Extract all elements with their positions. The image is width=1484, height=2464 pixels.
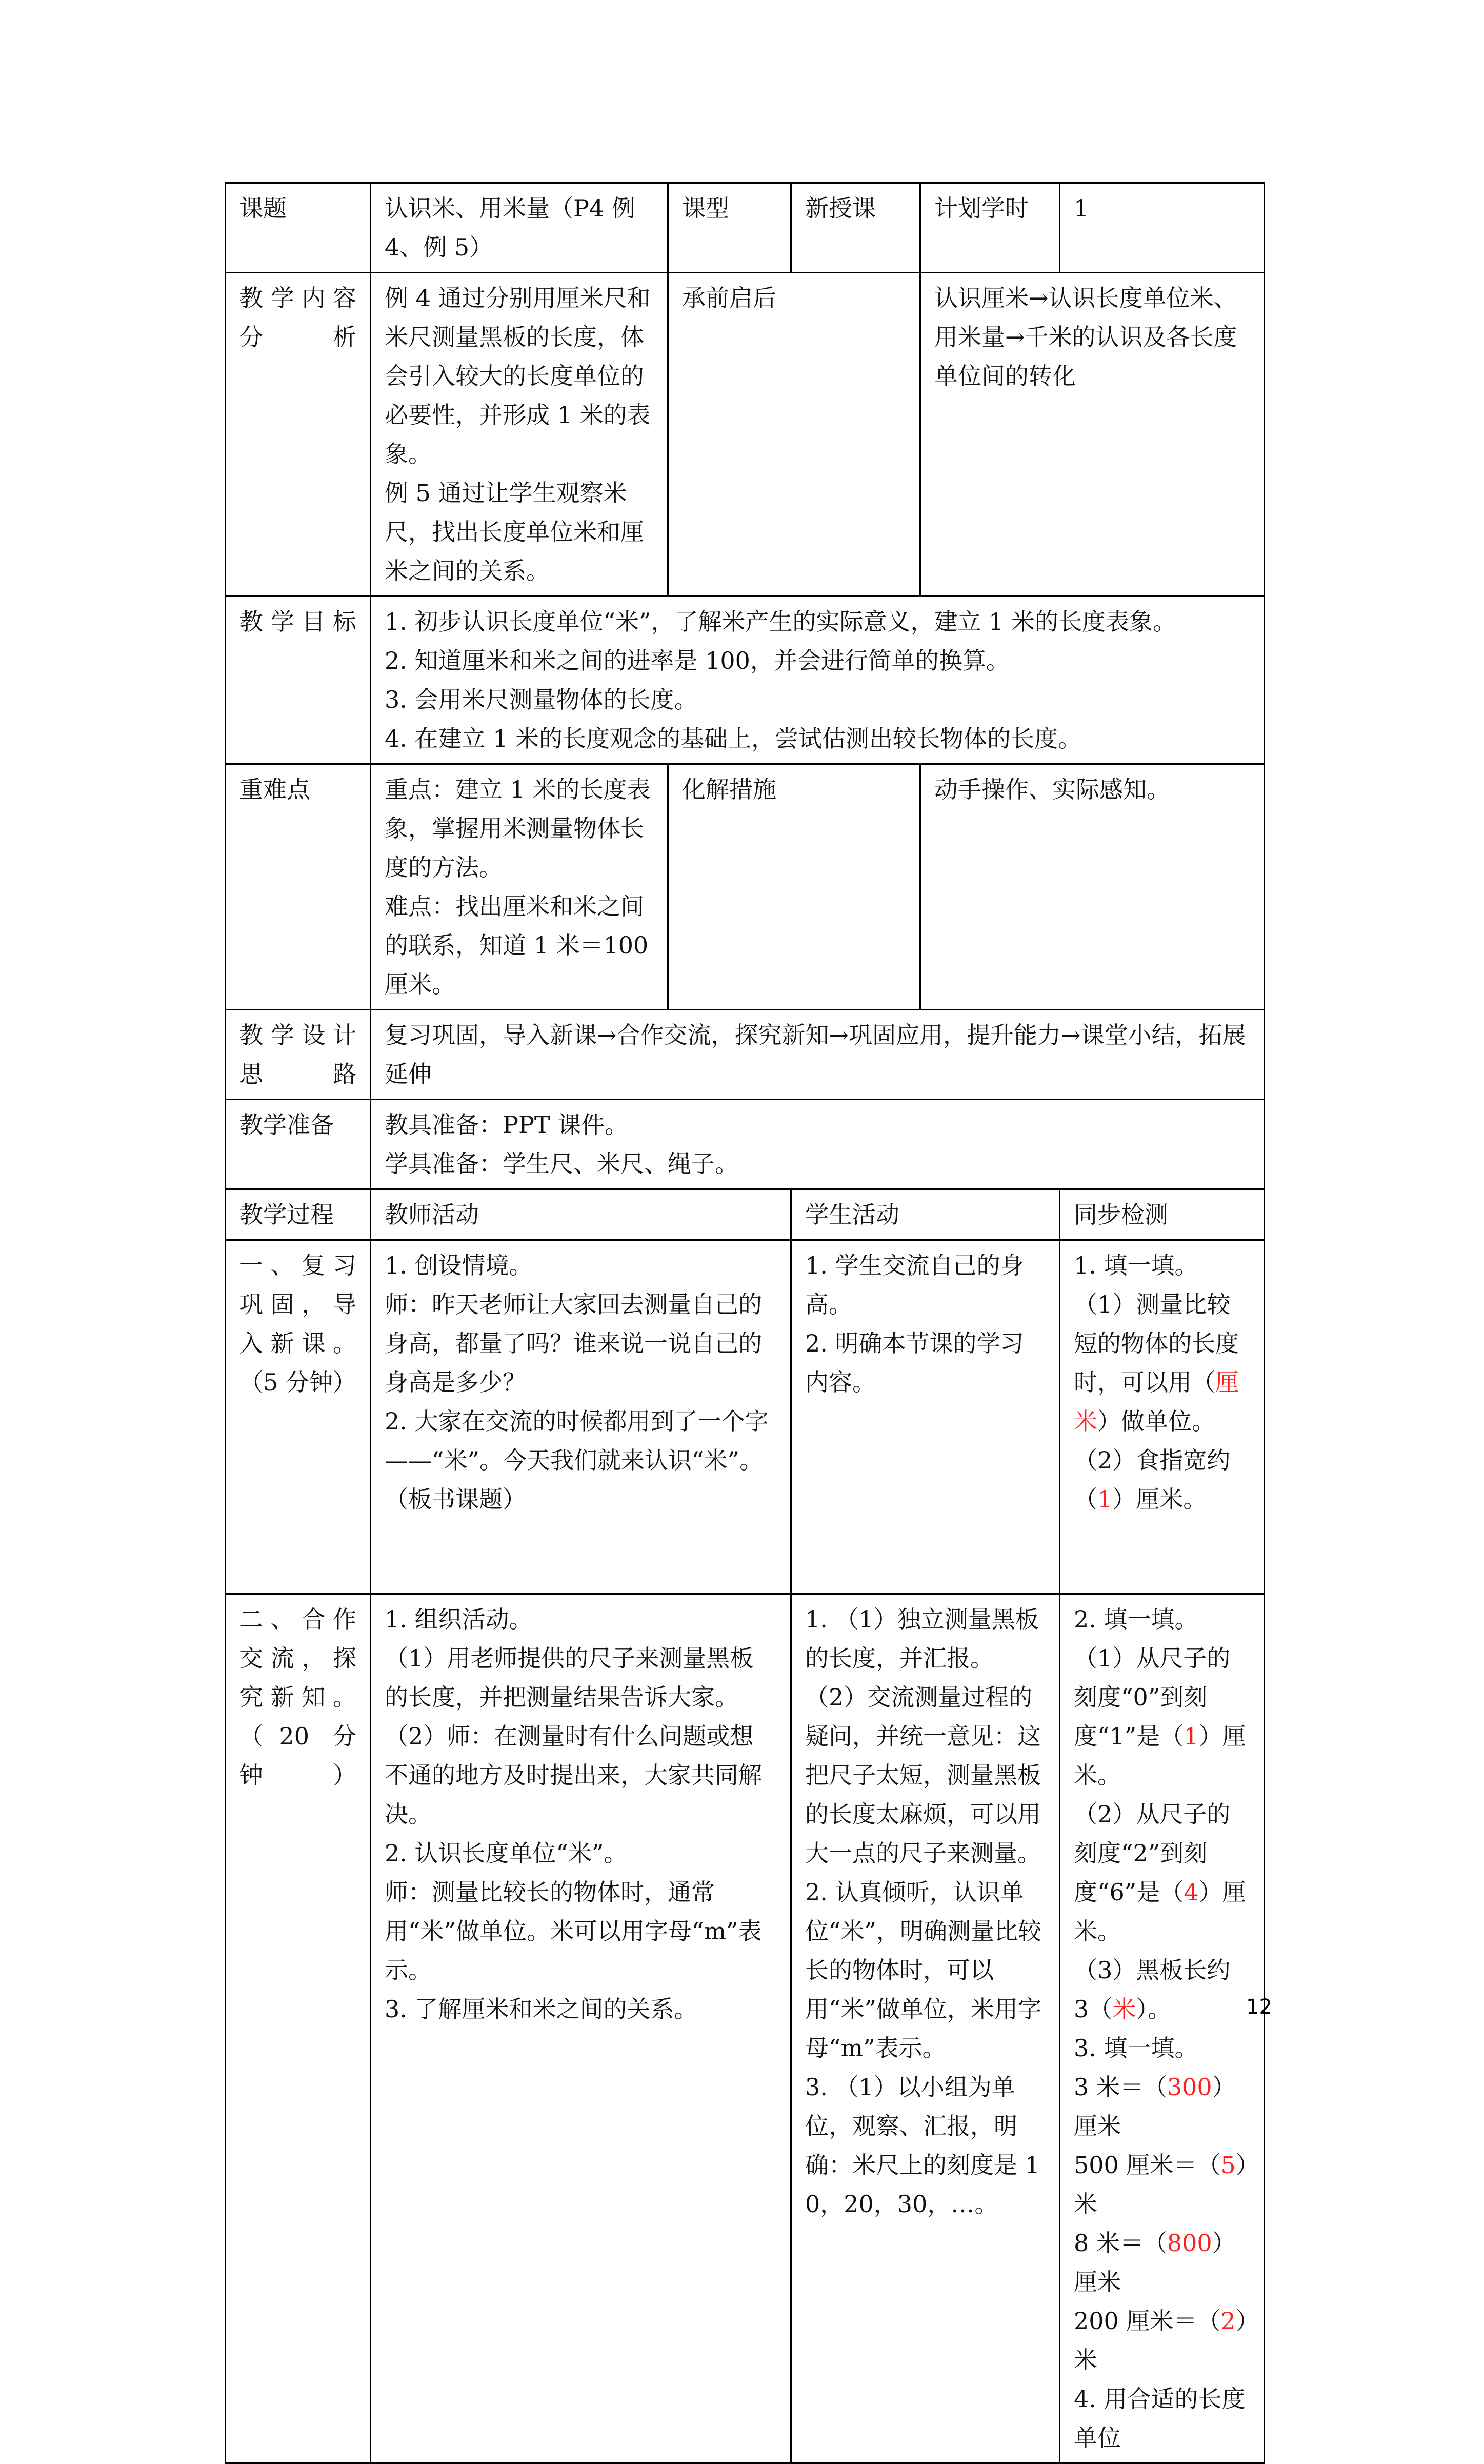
question-text: （3）黑板长约 3（ [1074, 1956, 1231, 2023]
measures-text: 动手操作、实际感知。 [920, 764, 1265, 1010]
answer-text: 2 [1220, 2307, 1236, 2335]
question-text: ）厘米。 [1074, 1722, 1246, 1789]
stage2-student [791, 1594, 1060, 2463]
hours-label: 计划学时 [920, 183, 1060, 273]
student-line: 2. 明确本节课的学习内容。 [805, 1329, 1024, 1396]
stage1-label: 一、复习巩固，导入新课。（5 分钟） [226, 1240, 371, 1594]
teacher-activity-header: 教师活动 [371, 1189, 791, 1240]
check-title: 2. 填一填。 [1074, 1605, 1198, 1633]
objectives-text [371, 597, 1265, 764]
key-points-text [371, 764, 668, 1010]
conversion-item [1074, 2223, 1250, 2301]
content-analysis-line: 例 5 通过让学生观察米尺，找出长度单位米和厘米之间的关系。 [385, 479, 644, 585]
question-text: 200 厘米＝（ [1074, 2307, 1221, 2335]
teacher-line: 1. 创设情境。 [385, 1251, 533, 1279]
design-row [226, 1010, 1265, 1100]
objectives-label: 教学目标 [226, 597, 371, 764]
answer-text: 5 [1220, 2151, 1236, 2179]
answer-text: 米 [1112, 1995, 1136, 2023]
answer-text: 4 [1184, 1878, 1199, 1906]
check-title: 1. 填一填。 [1074, 1251, 1198, 1279]
preparation-line: 教具准备：PPT 课件。 [385, 1111, 629, 1139]
question-text: （2）食指宽约（ [1074, 1446, 1231, 1513]
conversion-item [1074, 2301, 1250, 2379]
check-title: 4. 用合适的长度单位 [1074, 2385, 1246, 2452]
question-text: ）做单位。 [1097, 1407, 1215, 1435]
key-point-line: 难点：找出厘米和米之间的联系，知道 1 米＝100 厘米。 [385, 892, 649, 998]
check-question [1074, 1285, 1250, 1441]
stage1-teacher [371, 1240, 791, 1594]
content-analysis-text [371, 273, 668, 597]
teacher-line: 师：测量比较长的物体时，通常用“米”做单位。米可以用字母“m”表示。 [385, 1878, 762, 1984]
student-line: （2）交流测量过程的疑问，并统一意见：这把尺子太短，测量黑板的长度太麻烦，可以用大一点的尺子来测量。 [805, 1683, 1041, 1867]
type-value: 新授课 [791, 183, 920, 273]
teacher-line: 师：昨天老师让大家回去测量自己的身高，都量了吗？谁来说一说自己的身高是多少？ [385, 1290, 762, 1396]
question-text: ）厘米。 [1074, 1878, 1246, 1945]
lesson-plan-table [225, 182, 1265, 2464]
topic-row [226, 183, 1265, 273]
student-line: 1. 学生交流自己的身高。 [805, 1251, 1024, 1318]
teacher-line: （1）用老师提供的尺子来测量黑板的长度，并把测量结果告诉大家。 [385, 1644, 754, 1711]
teacher-line: 3. 了解厘米和米之间的关系。 [385, 1995, 698, 2023]
content-analysis-line: 例 4 通过分别用厘米尺和米尺测量黑板的长度，体会引入较大的长度单位的必要性，并形成 1 米的表象。 [385, 284, 651, 468]
design-text: 复习巩固，导入新课→合作交流，探究新知→巩固应用，提升能力→课堂小结，拓展延伸 [371, 1010, 1265, 1100]
question-text: （2）从尺子的刻度“2”到刻度“6”是（ [1074, 1800, 1231, 1906]
answer-text: 300 [1167, 2073, 1212, 2101]
student-line: 3. （1）以小组为单位，观察、汇报，明确：米尺上的刻度是 10，20，30，…。 [805, 2073, 1040, 2218]
student-line: 2. 认真倾听，认识单位“米”，明确测量比较长的物体时，可以用“米”做单位，米用字母“m”表示。 [805, 1878, 1042, 2062]
answer-text: 800 [1167, 2229, 1212, 2257]
objective-item: 2. 知道厘米和米之间的进率是 100，并会进行简单的换算。 [385, 647, 1010, 674]
question-text: （1）从尺子的刻度“0”到刻度“1”是（ [1074, 1644, 1231, 1750]
key-points-row [226, 764, 1265, 1010]
student-activity-header: 学生活动 [791, 1189, 1060, 1240]
conversion-item [1074, 2068, 1250, 2145]
check-question [1074, 1795, 1250, 1951]
link-label: 承前启后 [668, 273, 920, 597]
preparation-label: 教学准备 [226, 1100, 371, 1189]
answer-text: 1 [1184, 1722, 1199, 1750]
question-text: 500 厘米＝（ [1074, 2151, 1221, 2179]
check-question [1074, 1441, 1250, 1519]
stage2-label: 二、合作交流，探究新知。（20 分钟） [226, 1594, 371, 2463]
question-text: 8 米＝（ [1074, 2229, 1167, 2257]
objective-item: 3. 会用米尺测量物体的长度。 [385, 686, 698, 713]
question-text: ）米 [1074, 2307, 1248, 2374]
question-text: ）厘米。 [1112, 1485, 1207, 1513]
teacher-line: （2）师：在测量时有什么问题或想不通的地方及时提出来，大家共同解决。 [385, 1722, 762, 1828]
stage2-check [1060, 1594, 1265, 2463]
question-text: （1）测量比较短的物体的长度时，可以用（ [1074, 1290, 1239, 1396]
stage1-student [791, 1240, 1060, 1594]
hours-value: 1 [1060, 183, 1265, 273]
question-text: ）。 [1136, 1995, 1172, 2023]
question-text: ）厘米 [1074, 2229, 1236, 2296]
content-analysis-row [226, 273, 1265, 597]
page-number: 12 [1246, 1995, 1272, 2019]
sync-check-header: 同步检测 [1060, 1189, 1265, 1240]
objectives-row [226, 597, 1265, 764]
question-text: 3 米＝（ [1074, 2073, 1167, 2101]
preparation-line: 学具准备：学生尺、米尺、绳子。 [385, 1150, 738, 1178]
content-analysis-label: 教学内容分析 [226, 273, 371, 597]
check-title: 3. 填一填。 [1074, 2034, 1198, 2062]
preparation-text [371, 1100, 1265, 1189]
stage2-teacher [371, 1594, 791, 2463]
question-text: ）厘米 [1074, 2073, 1236, 2140]
key-points-label: 重难点 [226, 764, 371, 1010]
check-question [1074, 1639, 1250, 1795]
link-text: 认识厘米→认识长度单位米、用米量→千米的认识及各长度单位间的转化 [920, 273, 1265, 597]
check-question [1074, 1951, 1250, 2029]
answer-text: 1 [1097, 1485, 1113, 1513]
objective-item: 4. 在建立 1 米的长度观念的基础上，尝试估测出较长物体的长度。 [385, 725, 1082, 752]
teacher-line: 2. 认识长度单位“米”。 [385, 1839, 628, 1867]
answer-text: 厘米 [1074, 1368, 1239, 1435]
preparation-row [226, 1100, 1265, 1189]
stage2-row [226, 1594, 1265, 2463]
stage1-row [226, 1240, 1265, 1594]
objective-item: 1. 初步认识长度单位“米”，了解米产生的实际意义，建立 1 米的长度表象。 [385, 608, 1177, 635]
key-point-line: 重点：建立 1 米的长度表象，掌握用米测量物体长度的方法。 [385, 776, 651, 881]
conversion-item [1074, 2145, 1250, 2223]
type-label: 课型 [668, 183, 791, 273]
question-text: ）米 [1074, 2151, 1248, 2218]
stage1-check [1060, 1240, 1265, 1594]
measures-label: 化解措施 [668, 764, 920, 1010]
teacher-line: 2. 大家在交流的时候都用到了一个字——“米”。今天我们就来认识“米”。（板书课题） [385, 1407, 769, 1513]
process-stage-header: 教学过程 [226, 1189, 371, 1240]
topic-value: 认识米、用米量（P4 例 4、例 5） [371, 183, 668, 273]
teacher-line: 1. 组织活动。 [385, 1605, 533, 1633]
student-line: 1. （1）独立测量黑板的长度，并汇报。 [805, 1605, 1039, 1672]
design-label: 教学设计思路 [226, 1010, 371, 1100]
topic-label: 课题 [226, 183, 371, 273]
process-header-row [226, 1189, 1265, 1240]
